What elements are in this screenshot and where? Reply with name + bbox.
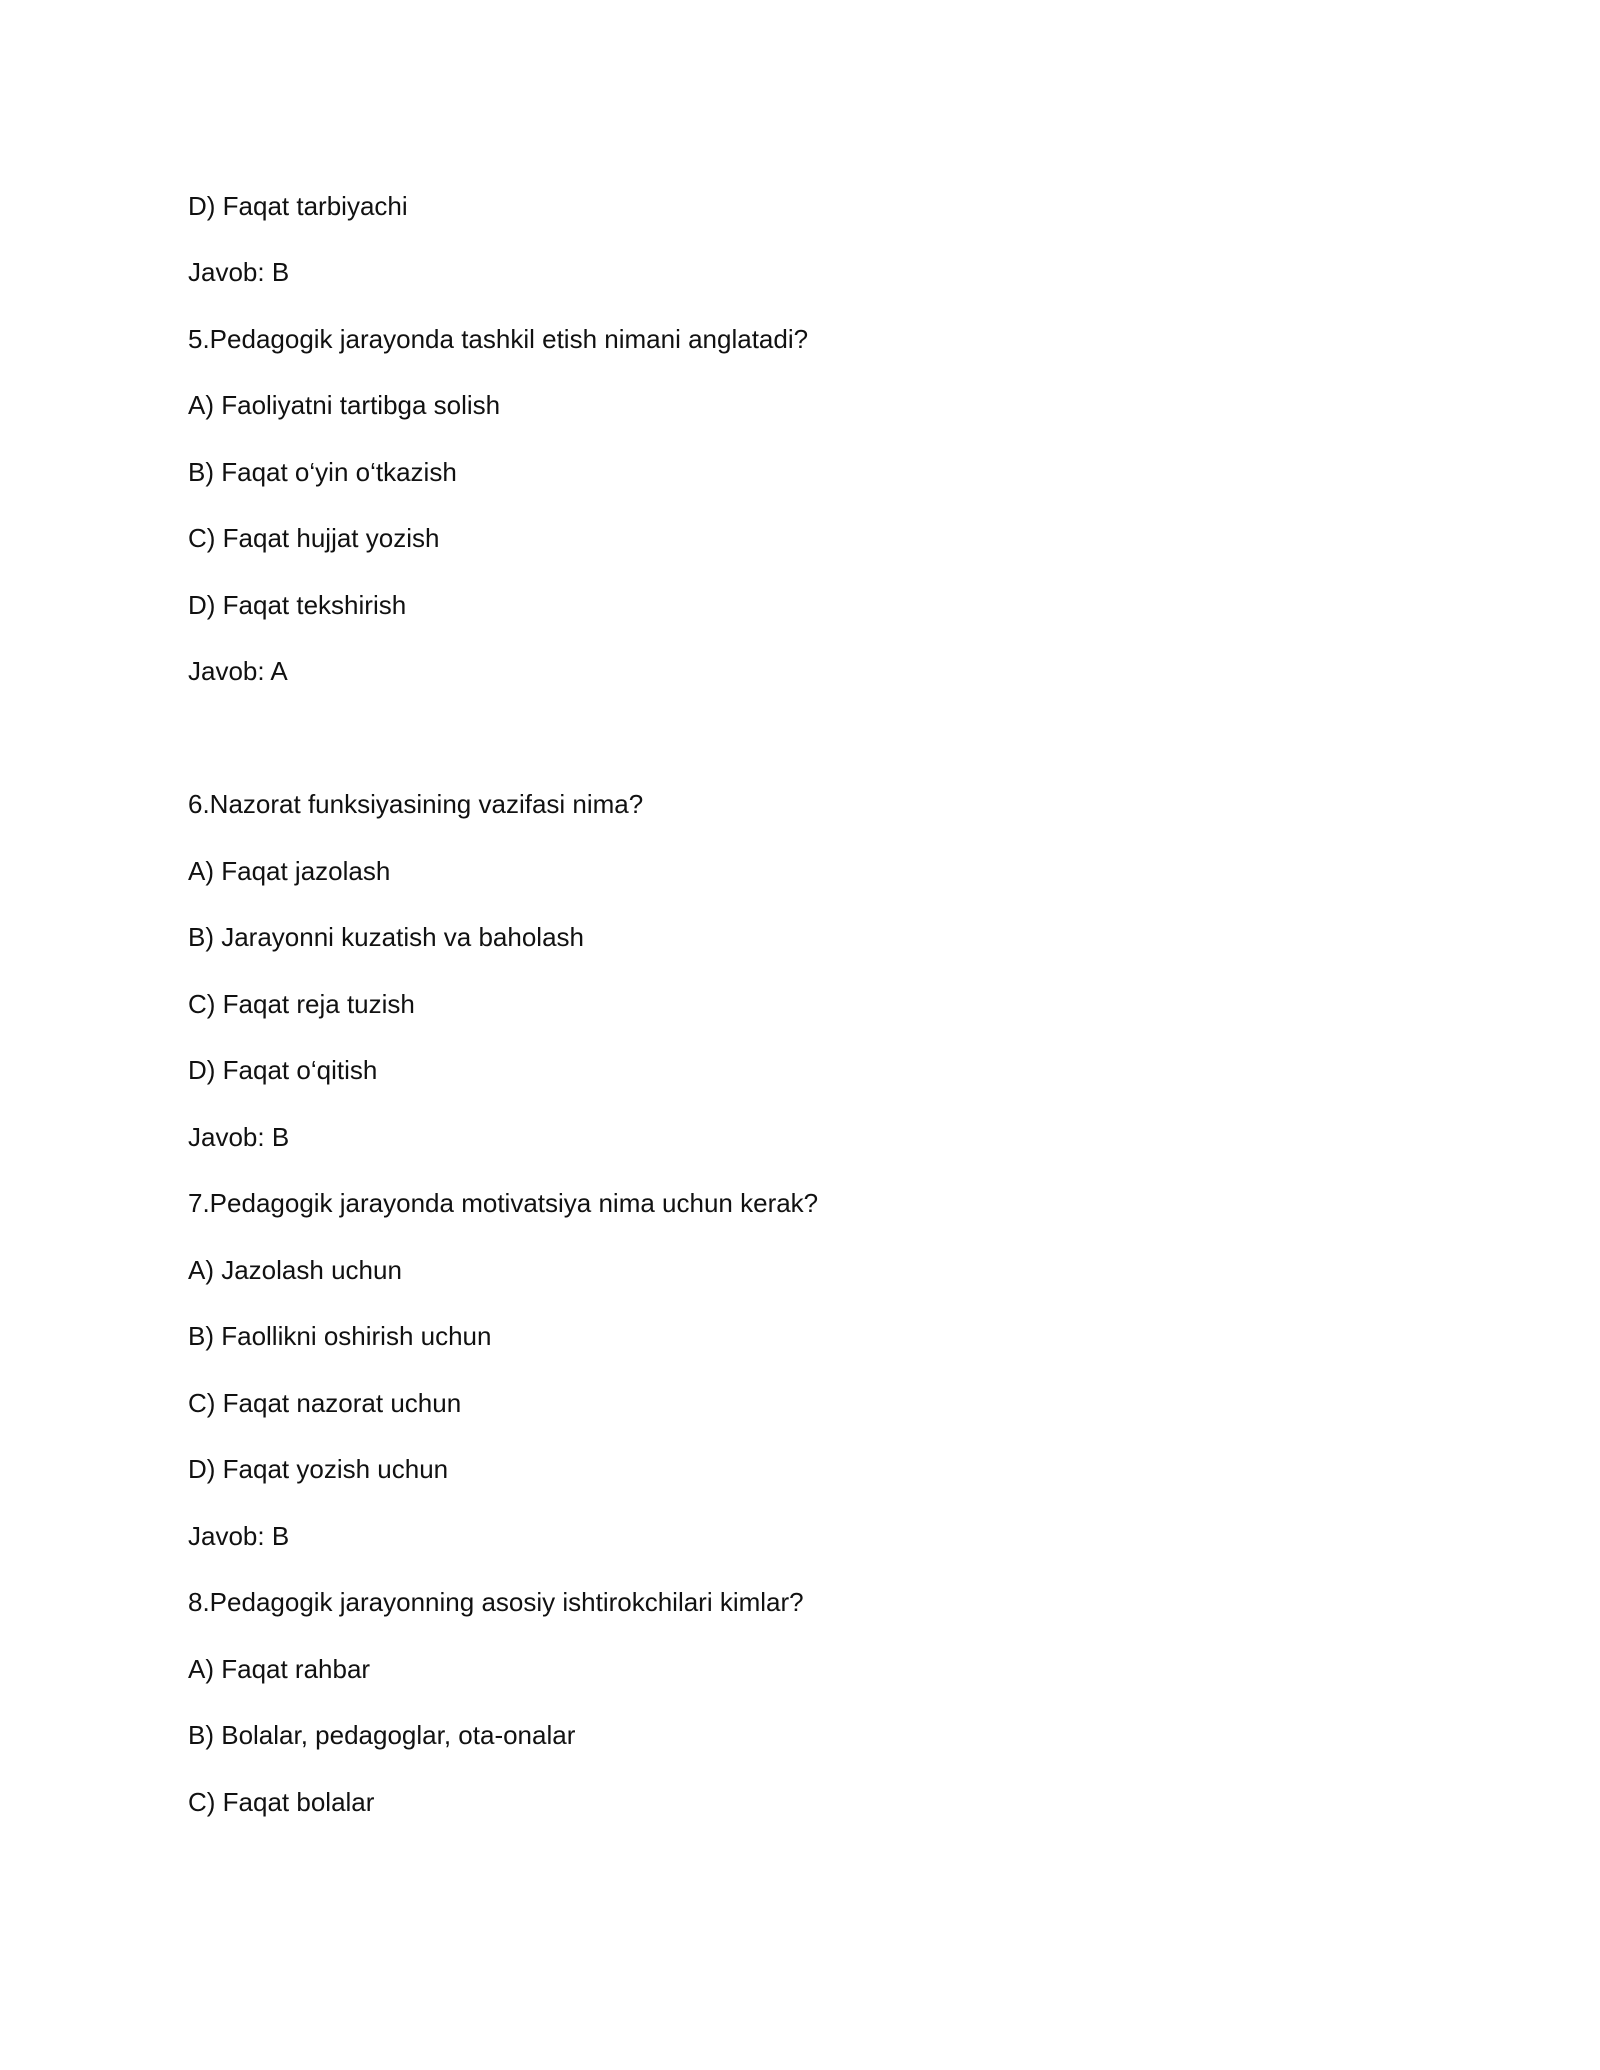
- answer-option-b: B) Faqat o‘yin o‘tkazish: [188, 457, 457, 487]
- answer-option-d: D) Faqat tekshirish: [188, 590, 407, 620]
- answer-option-b: B) Faollikni oshirish uchun: [188, 1321, 492, 1351]
- question-8: 8.Pedagogik jarayonning asosiy ishtirokchilari kimlar?: [188, 1587, 804, 1617]
- answer-option-c: C) Faqat bolalar: [188, 1787, 375, 1817]
- question-7: 7.Pedagogik jarayonda motivatsiya nima uchun kerak?: [188, 1188, 819, 1218]
- answer-option-a: A) Faqat rahbar: [188, 1654, 371, 1684]
- answer-option-b: B) Bolalar, pedagoglar, ota-onalar: [188, 1720, 576, 1750]
- answer-key: Javob: B: [188, 1521, 290, 1551]
- answer-key: Javob: A: [188, 656, 288, 686]
- question-6: 6.Nazorat funksiyasining vazifasi nima?: [188, 789, 644, 819]
- answer-option-d: D) Faqat yozish uchun: [188, 1454, 449, 1484]
- answer-key: Javob: B: [188, 257, 290, 287]
- answer-option-a: A) Faoliyatni tartibga solish: [188, 390, 501, 420]
- question-5: 5.Pedagogik jarayonda tashkil etish nimani anglatadi?: [188, 324, 809, 354]
- answer-option-d: D) Faqat tarbiyachi: [188, 191, 408, 221]
- answer-option-a: A) Faqat jazolash: [188, 856, 391, 886]
- answer-option-c: C) Faqat reja tuzish: [188, 989, 415, 1019]
- answer-option-d: D) Faqat o‘qitish: [188, 1055, 378, 1085]
- answer-key: Javob: B: [188, 1122, 290, 1152]
- answer-option-c: C) Faqat hujjat yozish: [188, 523, 440, 553]
- answer-option-a: A) Jazolash uchun: [188, 1255, 402, 1285]
- answer-option-b: B) Jarayonni kuzatish va baholash: [188, 922, 585, 952]
- answer-option-c: C) Faqat nazorat uchun: [188, 1388, 462, 1418]
